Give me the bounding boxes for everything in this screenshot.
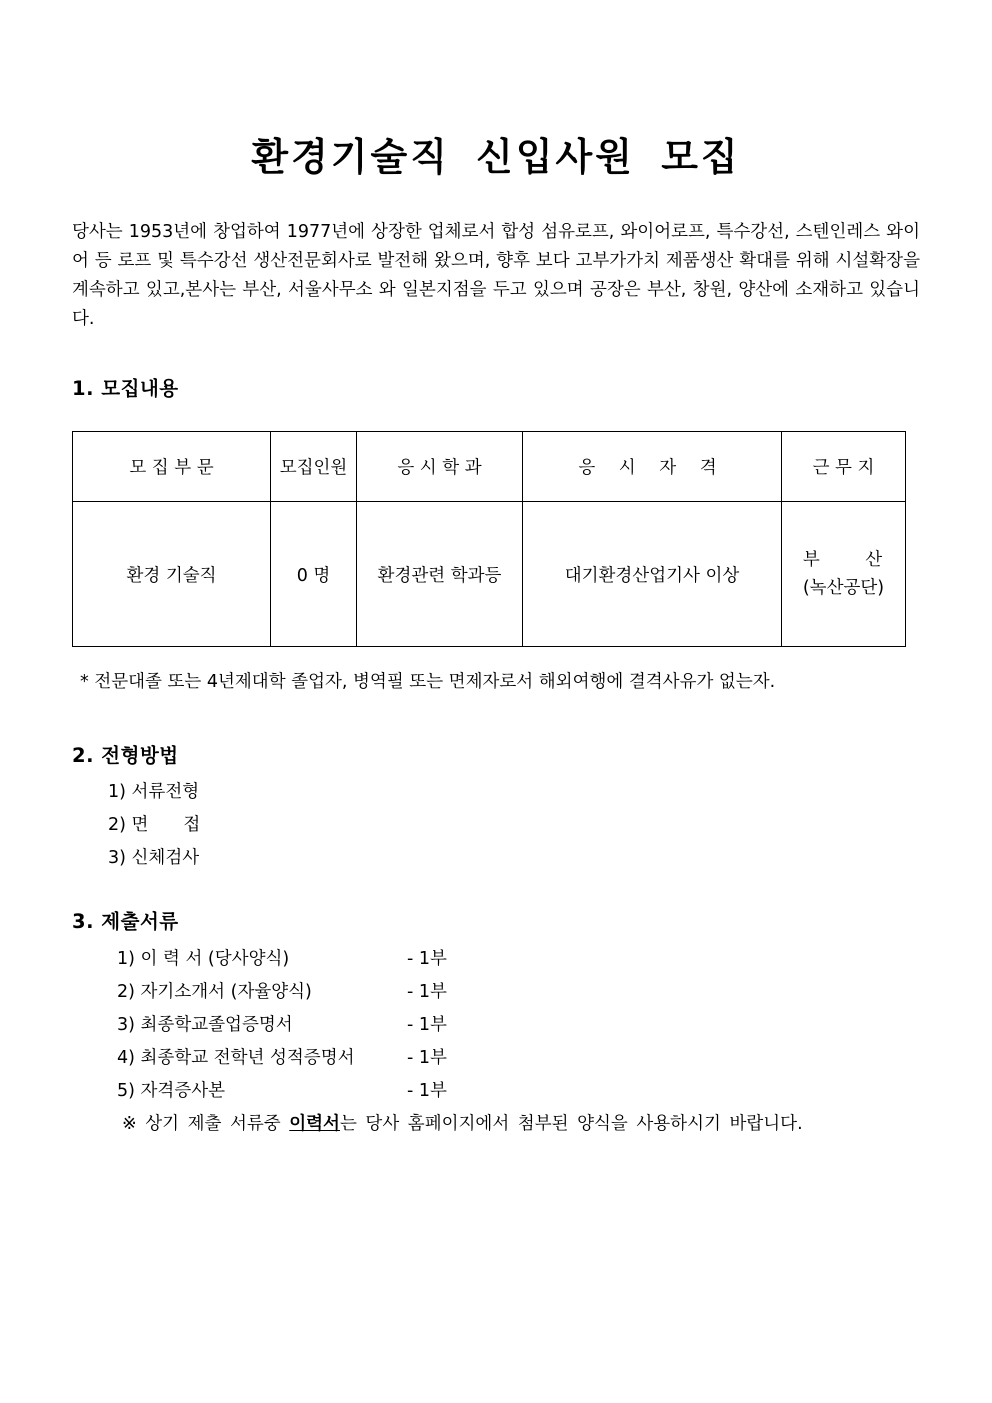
documents-list: [117, 944, 447, 1109]
list-item: 2) 면 접: [108, 815, 201, 835]
list-item: [117, 944, 447, 977]
cell-qualification: 대기환경산업기사 이상: [523, 502, 782, 647]
selection-steps-list: [108, 777, 200, 876]
section-heading-recruitment: 1. 모집내용: [72, 377, 179, 400]
list-item: 1) 서류전형: [108, 782, 200, 802]
table-row: [73, 502, 906, 647]
document-quantity: - 1부: [407, 982, 447, 1002]
document-name: 1) 이 력 서 (당사양식): [117, 949, 290, 969]
closing-note-suffix: 는 당사 홈페이지에서 첨부된 양식을 사용하시기 바랍니다.: [339, 1114, 803, 1134]
list-item: [117, 1076, 447, 1109]
list-item: [117, 1043, 447, 1076]
document-name: 5) 자격증사본: [117, 1081, 226, 1101]
location-district: (녹산공단): [802, 578, 885, 598]
document-name: 3) 최종학교졸업증명서: [117, 1015, 293, 1035]
list-item: [117, 977, 447, 1010]
closing-note: [122, 1110, 803, 1135]
list-item: 3) 신체검사: [108, 848, 200, 868]
cell-division: 환경 기술직: [73, 502, 271, 647]
closing-note-prefix: ※ 상기 제출 서류중: [122, 1114, 290, 1134]
header-division: 모 집 부 문: [73, 432, 271, 502]
document-quantity: - 1부: [407, 1081, 447, 1101]
list-item: [117, 1010, 447, 1043]
resume-emphasis: 이력서: [289, 1114, 340, 1134]
document-quantity: - 1부: [407, 1048, 447, 1068]
company-intro: 당사는 1953년에 창업하여 1977년에 상장한 업체로서 합성 섬유로프, 와이어로프, 특수강선, 스텐인레스 와이어 등 로프 및 특수강선 생산전문회사로 발전해 왔으며, 향후 보다 고부가가치 제품생산 확대를 위해 시설확장을 계속하고 있고,본사는 부산, 서울사무소 와 일본지점을 두고 있으며 공장은 부산, 창원, 양산에 소재하고 있습니다.: [72, 222, 920, 329]
header-qualification: 응 시 자 격: [523, 432, 782, 502]
document-name: 2) 자기소개서 (자율양식): [117, 982, 312, 1002]
table-header-row: [73, 432, 906, 502]
document-quantity: - 1부: [407, 949, 447, 969]
cell-major: 환경관련 학과등: [357, 502, 523, 647]
document-quantity: - 1부: [407, 1015, 447, 1035]
location-city: 부 산: [802, 550, 903, 570]
section-heading-selection: 2. 전형방법: [72, 744, 179, 767]
document-name: 4) 최종학교 전학년 성적증명서: [117, 1048, 355, 1068]
recruitment-table: [72, 431, 906, 647]
header-headcount: 모집인원: [271, 432, 357, 502]
eligibility-note: * 전문대졸 또는 4년제대학 졸업자, 병역필 또는 면제자로서 해외여행에 결격사유가 없는자.: [80, 672, 776, 692]
page-title: 환경기술직 신입사원 모집: [251, 135, 741, 179]
cell-location: [782, 502, 906, 647]
section-heading-documents: 3. 제출서류: [72, 910, 179, 933]
header-location: 근 무 지: [782, 432, 906, 502]
cell-headcount: 0 명: [271, 502, 357, 647]
header-major: 응 시 학 과: [357, 432, 523, 502]
